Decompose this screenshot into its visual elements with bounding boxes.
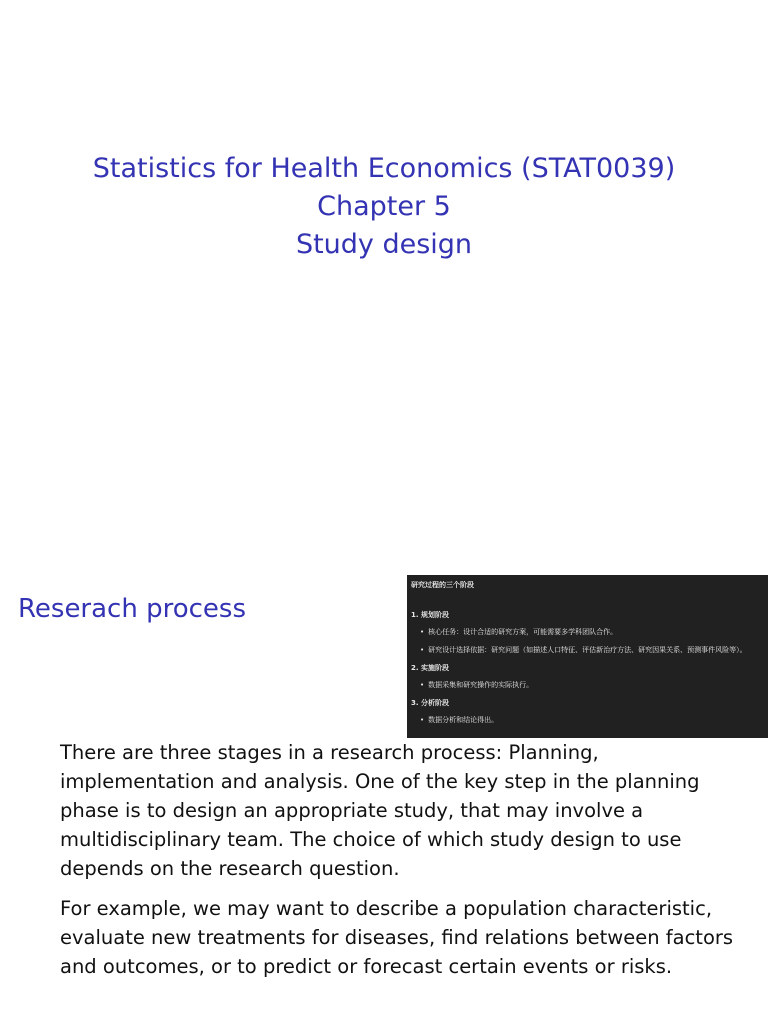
note-section-planning: 1. 规划阶段 bbox=[411, 611, 449, 619]
body-text bbox=[60, 738, 750, 992]
note-bullet: • 数据分析和结论得出。 bbox=[420, 716, 499, 724]
chapter-number: Chapter 5 bbox=[317, 191, 451, 222]
bullet-dot-icon: • bbox=[420, 646, 425, 654]
chinese-note-box bbox=[407, 575, 768, 738]
frame-title: Reserach process bbox=[18, 594, 247, 624]
bullet-dot-icon: • bbox=[420, 716, 425, 724]
paragraph-example: For example, we may want to describe a population characteristic, evaluate new treatments for diseases, find relations between factors and outcomes, or to predict or forecast certain events or risks. bbox=[60, 897, 734, 978]
title-slide bbox=[0, 150, 768, 264]
chapter-title: Study design bbox=[295, 229, 473, 260]
note-heading: 研究过程的三个阶段 bbox=[411, 581, 474, 589]
course-title: Statistics for Health Economics (STAT0039) bbox=[92, 153, 676, 184]
note-section-implementation: 2. 实施阶段 bbox=[411, 664, 449, 672]
note-bullet: • 核心任务：设计合适的研究方案，可能需要多学科团队合作。 bbox=[420, 628, 618, 636]
note-section-analysis: 3. 分析阶段 bbox=[411, 699, 449, 707]
paragraph-stages: There are three stages in a research process: Planning, implementation and analysis. One of the key step in the planning phase is to design an appropriate study, that may involve a multidisciplinary team. The choice of which study design to use depends on the research question. bbox=[60, 741, 700, 880]
note-bullet: • 数据采集和研究操作的实际执行。 bbox=[420, 681, 534, 689]
note-bullet: • 研究设计选择依据：研究问题（如描述人口特征、评估新治疗方法、研究因果关系、预测事件风险等）。 bbox=[420, 646, 747, 654]
bullet-dot-icon: • bbox=[420, 681, 425, 689]
bullet-dot-icon: • bbox=[420, 628, 425, 636]
